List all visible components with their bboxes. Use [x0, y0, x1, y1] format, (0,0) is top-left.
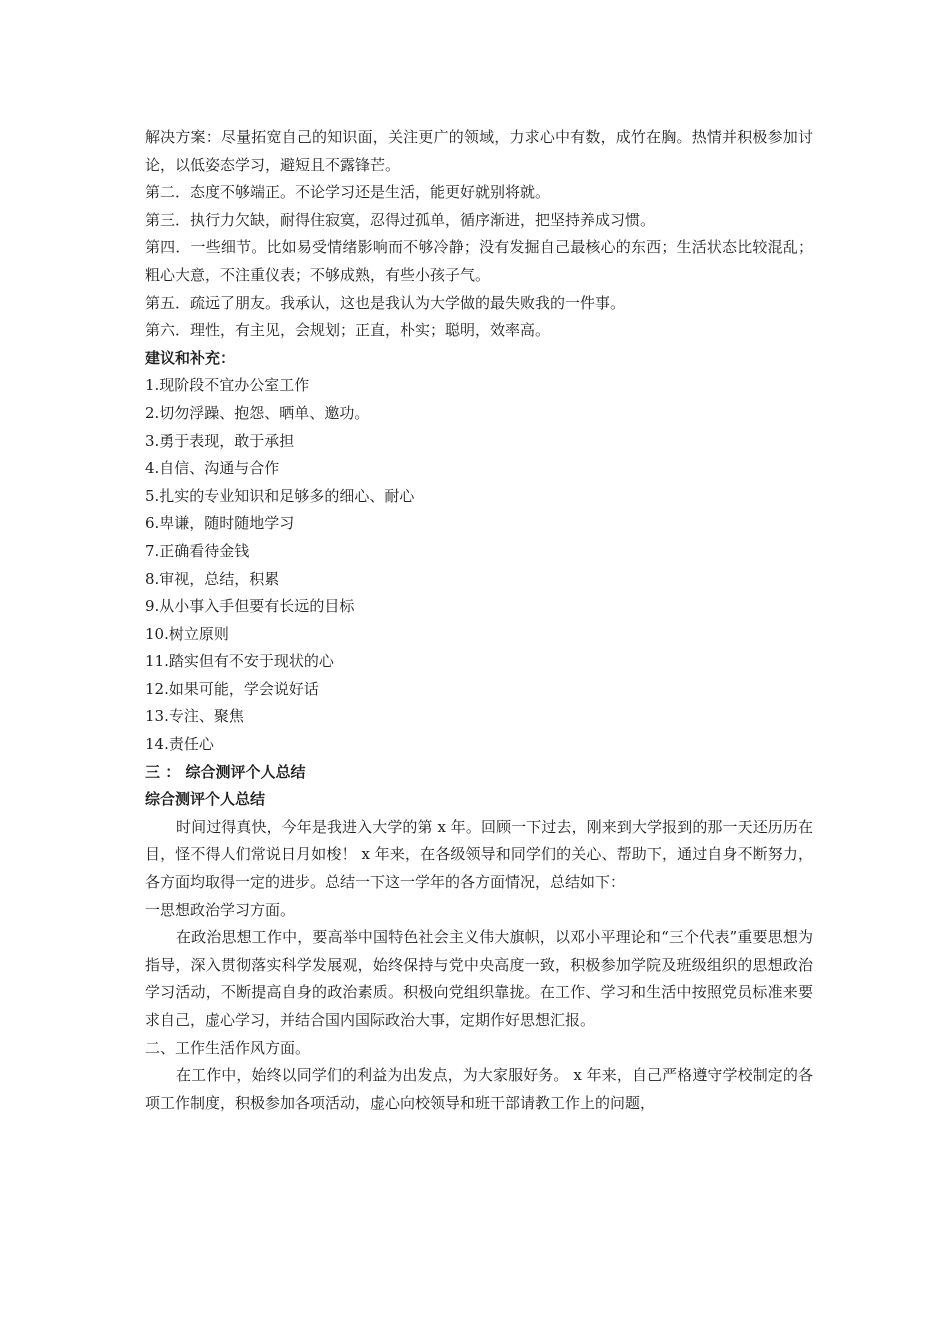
point-sixth: 第六．理性，有主见，会规划；正直，朴实；聪明，效率高。: [145, 321, 551, 340]
part-one-paragraph: 在政治思想工作中，要高举中国特色社会主义伟大旗帜，以邓小平理论和“三个代表”重要思想为指导，深入贯彻落实科学发展观，始终保持与党中央高度一致，积极参加学院及班级组织的思想政治学习活动，不断提高自身的政治素质。积极向党组织靠拢。在工作、学习和生活中按照党员标准来要求自己，虚心学习，并结合国内国际政治大事，定期作好思想汇报。: [145, 928, 813, 1029]
suggestion-item: 11.踏实但有不安于现状的心: [145, 652, 334, 671]
suggestion-item: 6.卑谦，随时随地学习: [145, 514, 295, 533]
suggestions-heading: 建议和补充：: [145, 348, 236, 367]
suggestion-item: 8.审视，总结，积累: [145, 569, 280, 588]
suggestion-item: 13.专注、聚焦: [145, 707, 244, 726]
suggestion-item: 14.责任心: [145, 735, 214, 754]
summary-intro-paragraph: 时间过得真快，今年是我进入大学的第 x 年。回顾一下过去，刚来到大学报到的那一天还历历在目，怪不得人们常说日月如梭！ x 年来，在各级领导和同学们的关心、帮助下，通过自身不断努力，各方面均取得一定的进步。总结一下这一学年的各方面情况，总结如下：: [145, 817, 813, 892]
summary-title: 综合测评个人总结: [145, 790, 266, 809]
suggestion-item: 5.扎实的专业知识和足够多的细心、耐心: [145, 486, 415, 505]
section-three-heading: 三 ： 综合测评个人总结: [145, 762, 306, 781]
suggestion-item: 1.现阶段不宜办公室工作: [145, 376, 310, 395]
suggestion-item: 10.树立原则: [145, 624, 229, 643]
part-two-heading: 二、工作生活作风方面。: [145, 1038, 311, 1057]
suggestion-item: 4.自信、沟通与合作: [145, 459, 280, 478]
suggestion-item: 3.勇于表现，敢于承担: [145, 431, 295, 450]
suggestion-item: 2.切勿浮躁、抱怨、晒单、邀功。: [145, 403, 370, 422]
part-one-heading: 一思想政治学习方面。: [145, 900, 296, 919]
part-two-paragraph: 在工作中，始终以同学们的利益为出发点，为大家服好务。 x 年来，自己严格遵守学校制定的各项工作制度，积极参加各项活动，虚心向校领导和班干部请教工作上的问题，: [145, 1066, 813, 1112]
suggestion-item: 12.如果可能，学会说好话: [145, 679, 319, 698]
suggestion-item: 9.从小事入手但要有长远的目标: [145, 597, 355, 616]
suggestion-item: 7.正确看待金钱: [145, 541, 250, 560]
point-third: 第三．执行力欠缺，耐得住寂寞，忍得过孤单，循序渐进，把坚持养成习惯。: [145, 210, 656, 229]
document-page: [145, 124, 813, 1117]
point-second: 第二．态度不够端正。不论学习还是生活，能更好就别将就。: [145, 183, 551, 202]
point-fifth: 第五．疏远了朋友。我承认，这也是我认为大学做的最失败我的一件事。: [145, 293, 626, 312]
point-fourth: 第四．一些细节。比如易受情绪影响而不够冷静；没有发掘自己最核心的东西；生活状态比较混乱；粗心大意，不注重仪表；不够成熟，有些小孩子气。: [145, 238, 813, 284]
solution-paragraph: 解决方案：尽量拓宽自己的知识面，关注更广的领域，力求心中有数，成竹在胸。热情并积极参加讨论，以低姿态学习，避短且不露锋芒。: [145, 128, 813, 174]
